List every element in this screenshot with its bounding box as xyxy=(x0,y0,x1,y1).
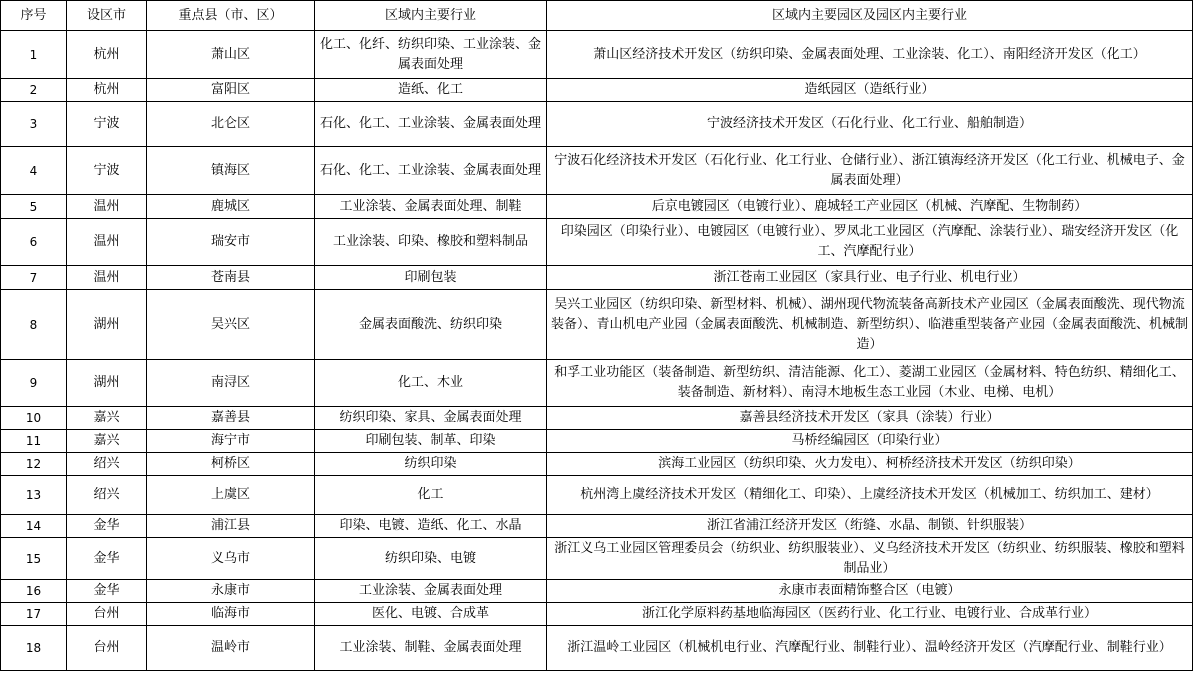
row-no: 12 xyxy=(1,453,67,476)
table-row xyxy=(1,102,1193,147)
row-county: 富阳区 xyxy=(147,79,315,102)
row-parks: 浙江化学原料药基地临海园区（医药行业、化工行业、电镀行业、合成革行业） xyxy=(547,603,1193,626)
header-city: 设区市 xyxy=(67,1,147,31)
row-parks: 嘉善县经济技术开发区（家具（涂装）行业） xyxy=(547,407,1193,430)
table-row xyxy=(1,219,1193,266)
table-row xyxy=(1,290,1193,360)
row-parks: 杭州湾上虞经济技术开发区（精细化工、印染）、上虞经济技术开发区（机械加工、纺织加工、建材） xyxy=(547,476,1193,515)
row-industries: 印染、电镀、造纸、化工、水晶 xyxy=(315,515,547,538)
row-city: 宁波 xyxy=(67,147,147,195)
row-city: 温州 xyxy=(67,266,147,290)
row-county: 苍南县 xyxy=(147,266,315,290)
row-no: 18 xyxy=(1,626,67,671)
row-city: 杭州 xyxy=(67,79,147,102)
table-row xyxy=(1,147,1193,195)
row-no: 3 xyxy=(1,102,67,147)
row-no: 14 xyxy=(1,515,67,538)
row-city: 湖州 xyxy=(67,290,147,360)
row-no: 13 xyxy=(1,476,67,515)
row-no: 15 xyxy=(1,538,67,580)
row-city: 温州 xyxy=(67,195,147,219)
row-no: 2 xyxy=(1,79,67,102)
table-row xyxy=(1,476,1193,515)
row-parks: 宁波经济技术开发区（石化行业、化工行业、船舶制造） xyxy=(547,102,1193,147)
header-no: 序号 xyxy=(1,1,67,31)
row-industries: 纺织印染、电镀 xyxy=(315,538,547,580)
row-county: 鹿城区 xyxy=(147,195,315,219)
row-industries: 工业涂装、金属表面处理 xyxy=(315,580,547,603)
row-parks: 和孚工业功能区（装备制造、新型纺织、清洁能源、化工）、菱湖工业园区（金属材料、特色纺织、精细化工、装备制造、新材料）、南浔木地板生态工业园（木业、电梯、电机） xyxy=(547,360,1193,407)
row-city: 嘉兴 xyxy=(67,430,147,453)
table-row xyxy=(1,515,1193,538)
row-county: 温岭市 xyxy=(147,626,315,671)
row-parks: 造纸园区（造纸行业） xyxy=(547,79,1193,102)
header-industries: 区域内主要行业 xyxy=(315,1,547,31)
row-county: 义乌市 xyxy=(147,538,315,580)
row-city: 湖州 xyxy=(67,360,147,407)
row-industries: 石化、化工、工业涂装、金属表面处理 xyxy=(315,102,547,147)
row-industries: 纺织印染 xyxy=(315,453,547,476)
row-no: 16 xyxy=(1,580,67,603)
row-county: 萧山区 xyxy=(147,31,315,79)
row-industries: 印刷包装 xyxy=(315,266,547,290)
row-parks: 永康市表面精饰整合区（电镀） xyxy=(547,580,1193,603)
row-industries: 造纸、化工 xyxy=(315,79,547,102)
row-county: 镇海区 xyxy=(147,147,315,195)
row-county: 北仑区 xyxy=(147,102,315,147)
row-industries: 工业涂装、印染、橡胶和塑料制品 xyxy=(315,219,547,266)
row-city: 杭州 xyxy=(67,31,147,79)
row-parks: 浙江温岭工业园区（机械机电行业、汽摩配行业、制鞋行业）、温岭经济开发区（汽摩配行业、制鞋行业） xyxy=(547,626,1193,671)
row-industries: 工业涂装、金属表面处理、制鞋 xyxy=(315,195,547,219)
table-row xyxy=(1,79,1193,102)
table-row xyxy=(1,407,1193,430)
row-city: 嘉兴 xyxy=(67,407,147,430)
row-no: 5 xyxy=(1,195,67,219)
row-industries: 化工 xyxy=(315,476,547,515)
row-industries: 工业涂装、制鞋、金属表面处理 xyxy=(315,626,547,671)
table-row xyxy=(1,195,1193,219)
row-county: 柯桥区 xyxy=(147,453,315,476)
row-no: 1 xyxy=(1,31,67,79)
row-county: 临海市 xyxy=(147,603,315,626)
row-county: 上虞区 xyxy=(147,476,315,515)
header-parks: 区域内主要园区及园区内主要行业 xyxy=(547,1,1193,31)
header-row xyxy=(1,1,1193,31)
table-row xyxy=(1,580,1193,603)
row-no: 11 xyxy=(1,430,67,453)
row-county: 吴兴区 xyxy=(147,290,315,360)
row-city: 台州 xyxy=(67,603,147,626)
row-parks: 浙江省浦江经济开发区（绗缝、水晶、制锁、针织服装） xyxy=(547,515,1193,538)
row-no: 10 xyxy=(1,407,67,430)
row-parks: 吴兴工业园区（纺织印染、新型材料、机械）、湖州现代物流装备高新技术产业园区（金属表面酸洗、现代物流装备）、青山机电产业园（金属表面酸洗、机械制造、新型纺织）、临港重型装备产业园（金属表面酸洗、机械制造） xyxy=(547,290,1193,360)
table-row xyxy=(1,266,1193,290)
row-industries: 印刷包装、制革、印染 xyxy=(315,430,547,453)
row-city: 金华 xyxy=(67,515,147,538)
row-industries: 石化、化工、工业涂装、金属表面处理 xyxy=(315,147,547,195)
row-city: 台州 xyxy=(67,626,147,671)
row-industries: 医化、电镀、合成革 xyxy=(315,603,547,626)
table-row xyxy=(1,626,1193,671)
row-city: 绍兴 xyxy=(67,476,147,515)
table-row xyxy=(1,603,1193,626)
row-parks: 印染园区（印染行业）、电镀园区（电镀行业）、罗凤北工业园区（汽摩配、涂装行业）、瑞安经济开发区（化工、汽摩配行业） xyxy=(547,219,1193,266)
row-county: 永康市 xyxy=(147,580,315,603)
row-city: 宁波 xyxy=(67,102,147,147)
row-no: 7 xyxy=(1,266,67,290)
table-row xyxy=(1,430,1193,453)
row-city: 绍兴 xyxy=(67,453,147,476)
table-row xyxy=(1,453,1193,476)
row-county: 海宁市 xyxy=(147,430,315,453)
row-no: 9 xyxy=(1,360,67,407)
row-industries: 化工、木业 xyxy=(315,360,547,407)
row-city: 温州 xyxy=(67,219,147,266)
row-parks: 浙江苍南工业园区（家具行业、电子行业、机电行业） xyxy=(547,266,1193,290)
row-county: 浦江县 xyxy=(147,515,315,538)
row-no: 17 xyxy=(1,603,67,626)
row-parks: 马桥经编园区（印染行业） xyxy=(547,430,1193,453)
row-industries: 化工、化纤、纺织印染、工业涂装、金属表面处理 xyxy=(315,31,547,79)
row-industries: 金属表面酸洗、纺织印染 xyxy=(315,290,547,360)
row-parks: 浙江义乌工业园区管理委员会（纺织业、纺织服装业）、义乌经济技术开发区（纺织业、纺织服装、橡胶和塑料制品业） xyxy=(547,538,1193,580)
row-parks: 滨海工业园区（纺织印染、火力发电）、柯桥经济技术开发区（纺织印染） xyxy=(547,453,1193,476)
row-county: 南浔区 xyxy=(147,360,315,407)
table-row xyxy=(1,360,1193,407)
header-county: 重点县（市、区） xyxy=(147,1,315,31)
row-city: 金华 xyxy=(67,580,147,603)
row-parks: 后京电镀园区（电镀行业）、鹿城轻工产业园区（机械、汽摩配、生物制药） xyxy=(547,195,1193,219)
row-no: 6 xyxy=(1,219,67,266)
table-row xyxy=(1,31,1193,79)
row-parks: 宁波石化经济技术开发区（石化行业、化工行业、仓储行业）、浙江镇海经济开发区（化工行业、机械电子、金属表面处理） xyxy=(547,147,1193,195)
row-parks: 萧山区经济技术开发区（纺织印染、金属表面处理、工业涂装、化工）、南阳经济开发区（化工） xyxy=(547,31,1193,79)
row-no: 4 xyxy=(1,147,67,195)
row-county: 嘉善县 xyxy=(147,407,315,430)
table-row xyxy=(1,538,1193,580)
row-industries: 纺织印染、家具、金属表面处理 xyxy=(315,407,547,430)
row-no: 8 xyxy=(1,290,67,360)
row-county: 瑞安市 xyxy=(147,219,315,266)
row-city: 金华 xyxy=(67,538,147,580)
